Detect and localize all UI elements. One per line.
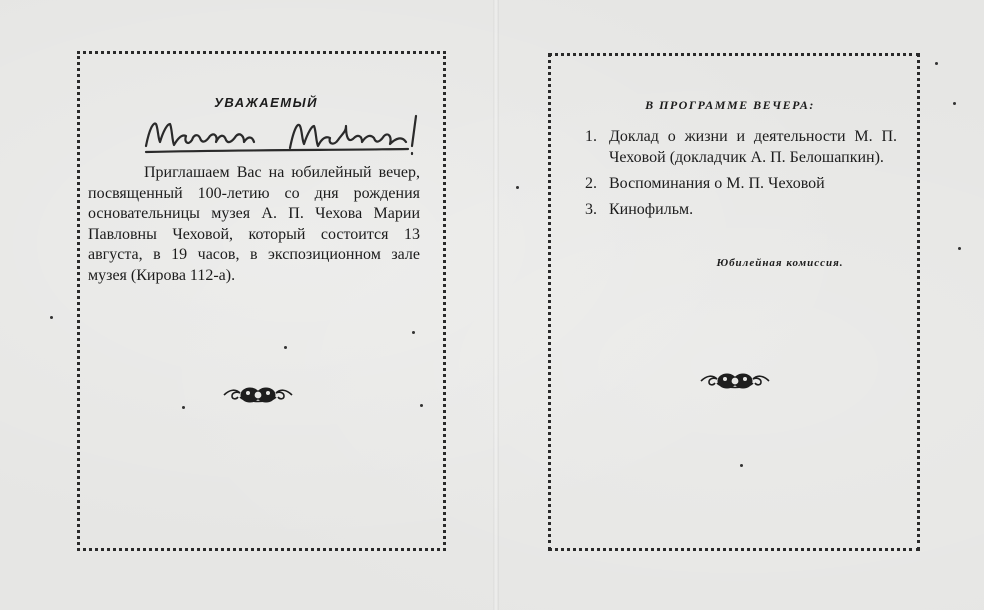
program-item-text: Доклад о жизни и деятельности М. П. Чеховой (докладчик А. П. Белошапкин).: [609, 128, 897, 166]
program-item-number: 2.: [585, 175, 597, 192]
program-item-number: 1.: [585, 128, 597, 145]
center-fold: [493, 0, 499, 610]
handwritten-signature-icon: [140, 112, 490, 158]
program-item: [585, 173, 897, 194]
greeting-heading: УВАЖАЕМЫЙ: [214, 95, 318, 110]
invitation-text: Приглашаем Вас на юбилейный вечер, посвященный 100-летию со дня рождения основательницы музея А. П. Чехова Марии Павловны Чеховой, который состоится 13 августа, в 19 часов, в экспозиционном зале музея (Кирова 112-а).: [88, 164, 420, 284]
program-title: В ПРОГРАММЕ ВЕЧЕРА:: [645, 98, 815, 112]
handwritten-recipient-name: [140, 112, 490, 158]
paper-speck: [412, 331, 415, 334]
paper-speck: [935, 62, 938, 65]
paper-speck: [958, 247, 961, 250]
program-item-number: 3.: [585, 201, 597, 218]
program-item-text: Воспоминания о М. П. Чеховой: [609, 175, 825, 192]
program-list: [585, 126, 897, 225]
paper-speck: [740, 464, 743, 467]
commission-signature: Юбилейная комиссия.: [716, 257, 844, 269]
paper-speck: [182, 406, 185, 409]
program-item: [585, 126, 897, 168]
paper-speck: [50, 316, 53, 319]
scroll-ornament-icon: [699, 369, 771, 398]
paper-speck: [953, 102, 956, 105]
paper-speck: [516, 186, 519, 189]
scroll-ornament-icon: [222, 383, 294, 412]
program-item-text: Кинофильм.: [609, 201, 694, 218]
paper-speck: [420, 404, 423, 407]
paper-speck: [284, 346, 287, 349]
program-item: [585, 199, 897, 220]
